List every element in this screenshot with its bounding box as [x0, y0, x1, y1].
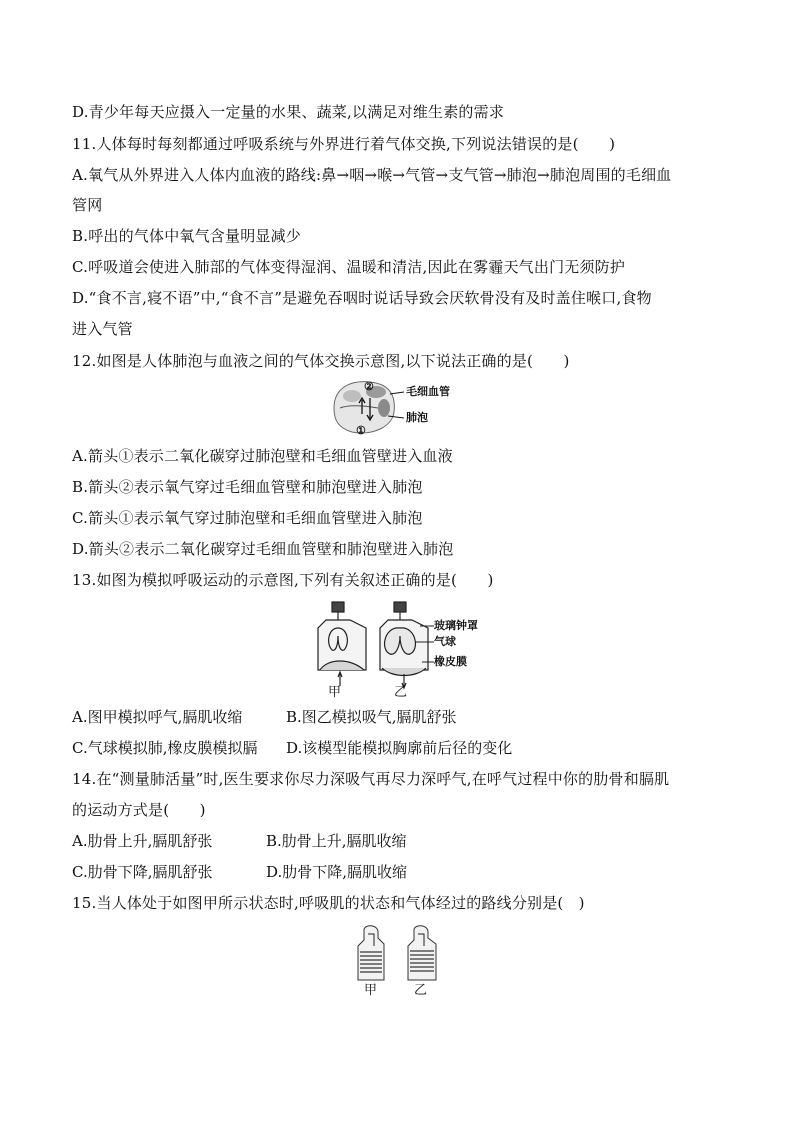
q11-option-d-line2: 进入气管	[72, 320, 133, 338]
question-12: 12.如图是人体肺泡与血液之间的气体交换示意图,以下说法正确的是( )	[72, 352, 570, 370]
question-14-line1: 14.在“测量肺活量”时,医生要求你尽力深吸气再尽力深呼气,在呼气过程中你的肋骨和膈肌	[72, 770, 670, 788]
torso-breathing-figure	[350, 924, 450, 1004]
arrow-1-mark: ①	[356, 424, 366, 437]
q12-option-a: A.箭头①表示二氧化碳穿过肺泡壁和毛细血管壁进入血液	[72, 447, 453, 465]
alveolus-gas-exchange-figure	[330, 378, 470, 440]
figure-a-caption: 甲	[364, 983, 378, 998]
q13-option-a: A.图甲模拟呼气,膈肌收缩	[72, 708, 243, 726]
q11-option-a-line1: A.氧气从外界进入人体内血液的路线:鼻→咽→喉→气管→支气管→肺泡→肺泡周围的毛细血	[72, 166, 672, 184]
question-13: 13.如图为模拟呼吸运动的示意图,下列有关叙述正确的是( )	[72, 571, 494, 589]
question-14-line2: 的运动方式是( )	[72, 801, 206, 819]
q12-option-d: D.箭头②表示二氧化碳穿过毛细血管壁和肺泡壁进入肺泡	[72, 540, 454, 558]
q11-option-b: B.呼出的气体中氧气含量明显减少	[72, 227, 301, 245]
q12-option-b: B.箭头②表示氧气穿过毛细血管壁和肺泡壁进入肺泡	[72, 478, 423, 496]
q14-option-d: D.肋骨下降,膈肌收缩	[266, 863, 408, 881]
balloon-label: 气球	[434, 635, 456, 648]
q11-option-d-line1: D.“食不言,寝不语”中,“食不言”是避免吞咽时说话导致会厌软骨没有及时盖住喉口,食物	[72, 289, 652, 307]
alveolus-label: 肺泡	[406, 411, 428, 424]
capillary-label: 毛细血管	[406, 385, 450, 398]
question-11: 11.人体每时每刻都通过呼吸系统与外界进行着气体交换,下列说法错误的是( )	[72, 135, 616, 153]
q14-option-c: C.肋骨下降,膈肌舒张	[72, 863, 213, 881]
q11-option-a-line2: 管网	[72, 196, 103, 214]
q13-option-d: D.该模型能模拟胸廓前后径的变化	[286, 739, 513, 757]
figure-a-caption: 甲	[328, 685, 342, 700]
q11-option-c: C.呼吸道会使进入肺部的气体变得湿润、温暖和清洁,因此在雾霾天气出门无须防护	[72, 258, 626, 276]
rubber-membrane-label: 橡皮膜	[434, 655, 467, 668]
q14-option-b: B.肋骨上升,膈肌收缩	[266, 832, 407, 850]
figure-b-caption: 乙	[414, 983, 428, 998]
option-d-q10: D.青少年每天应摄入一定量的水果、蔬菜,以满足对维生素的需求	[72, 103, 505, 121]
bell-jar-label: 玻璃钟罩	[434, 619, 478, 632]
question-15: 15.当人体处于如图甲所示状态时,呼吸肌的状态和气体经过的路线分别是( )	[72, 894, 585, 912]
q14-option-a: A.肋骨上升,膈肌舒张	[72, 832, 213, 850]
q13-option-b: B.图乙模拟吸气,膈肌舒张	[286, 708, 457, 726]
figure-b-caption: 乙	[394, 685, 408, 700]
breathing-model-figure	[310, 598, 490, 702]
arrow-2-mark: ②	[364, 380, 374, 393]
q13-option-c: C.气球模拟肺,橡皮膜模拟膈	[72, 739, 258, 757]
q12-option-c: C.箭头①表示氧气穿过肺泡壁和毛细血管壁进入肺泡	[72, 509, 423, 527]
